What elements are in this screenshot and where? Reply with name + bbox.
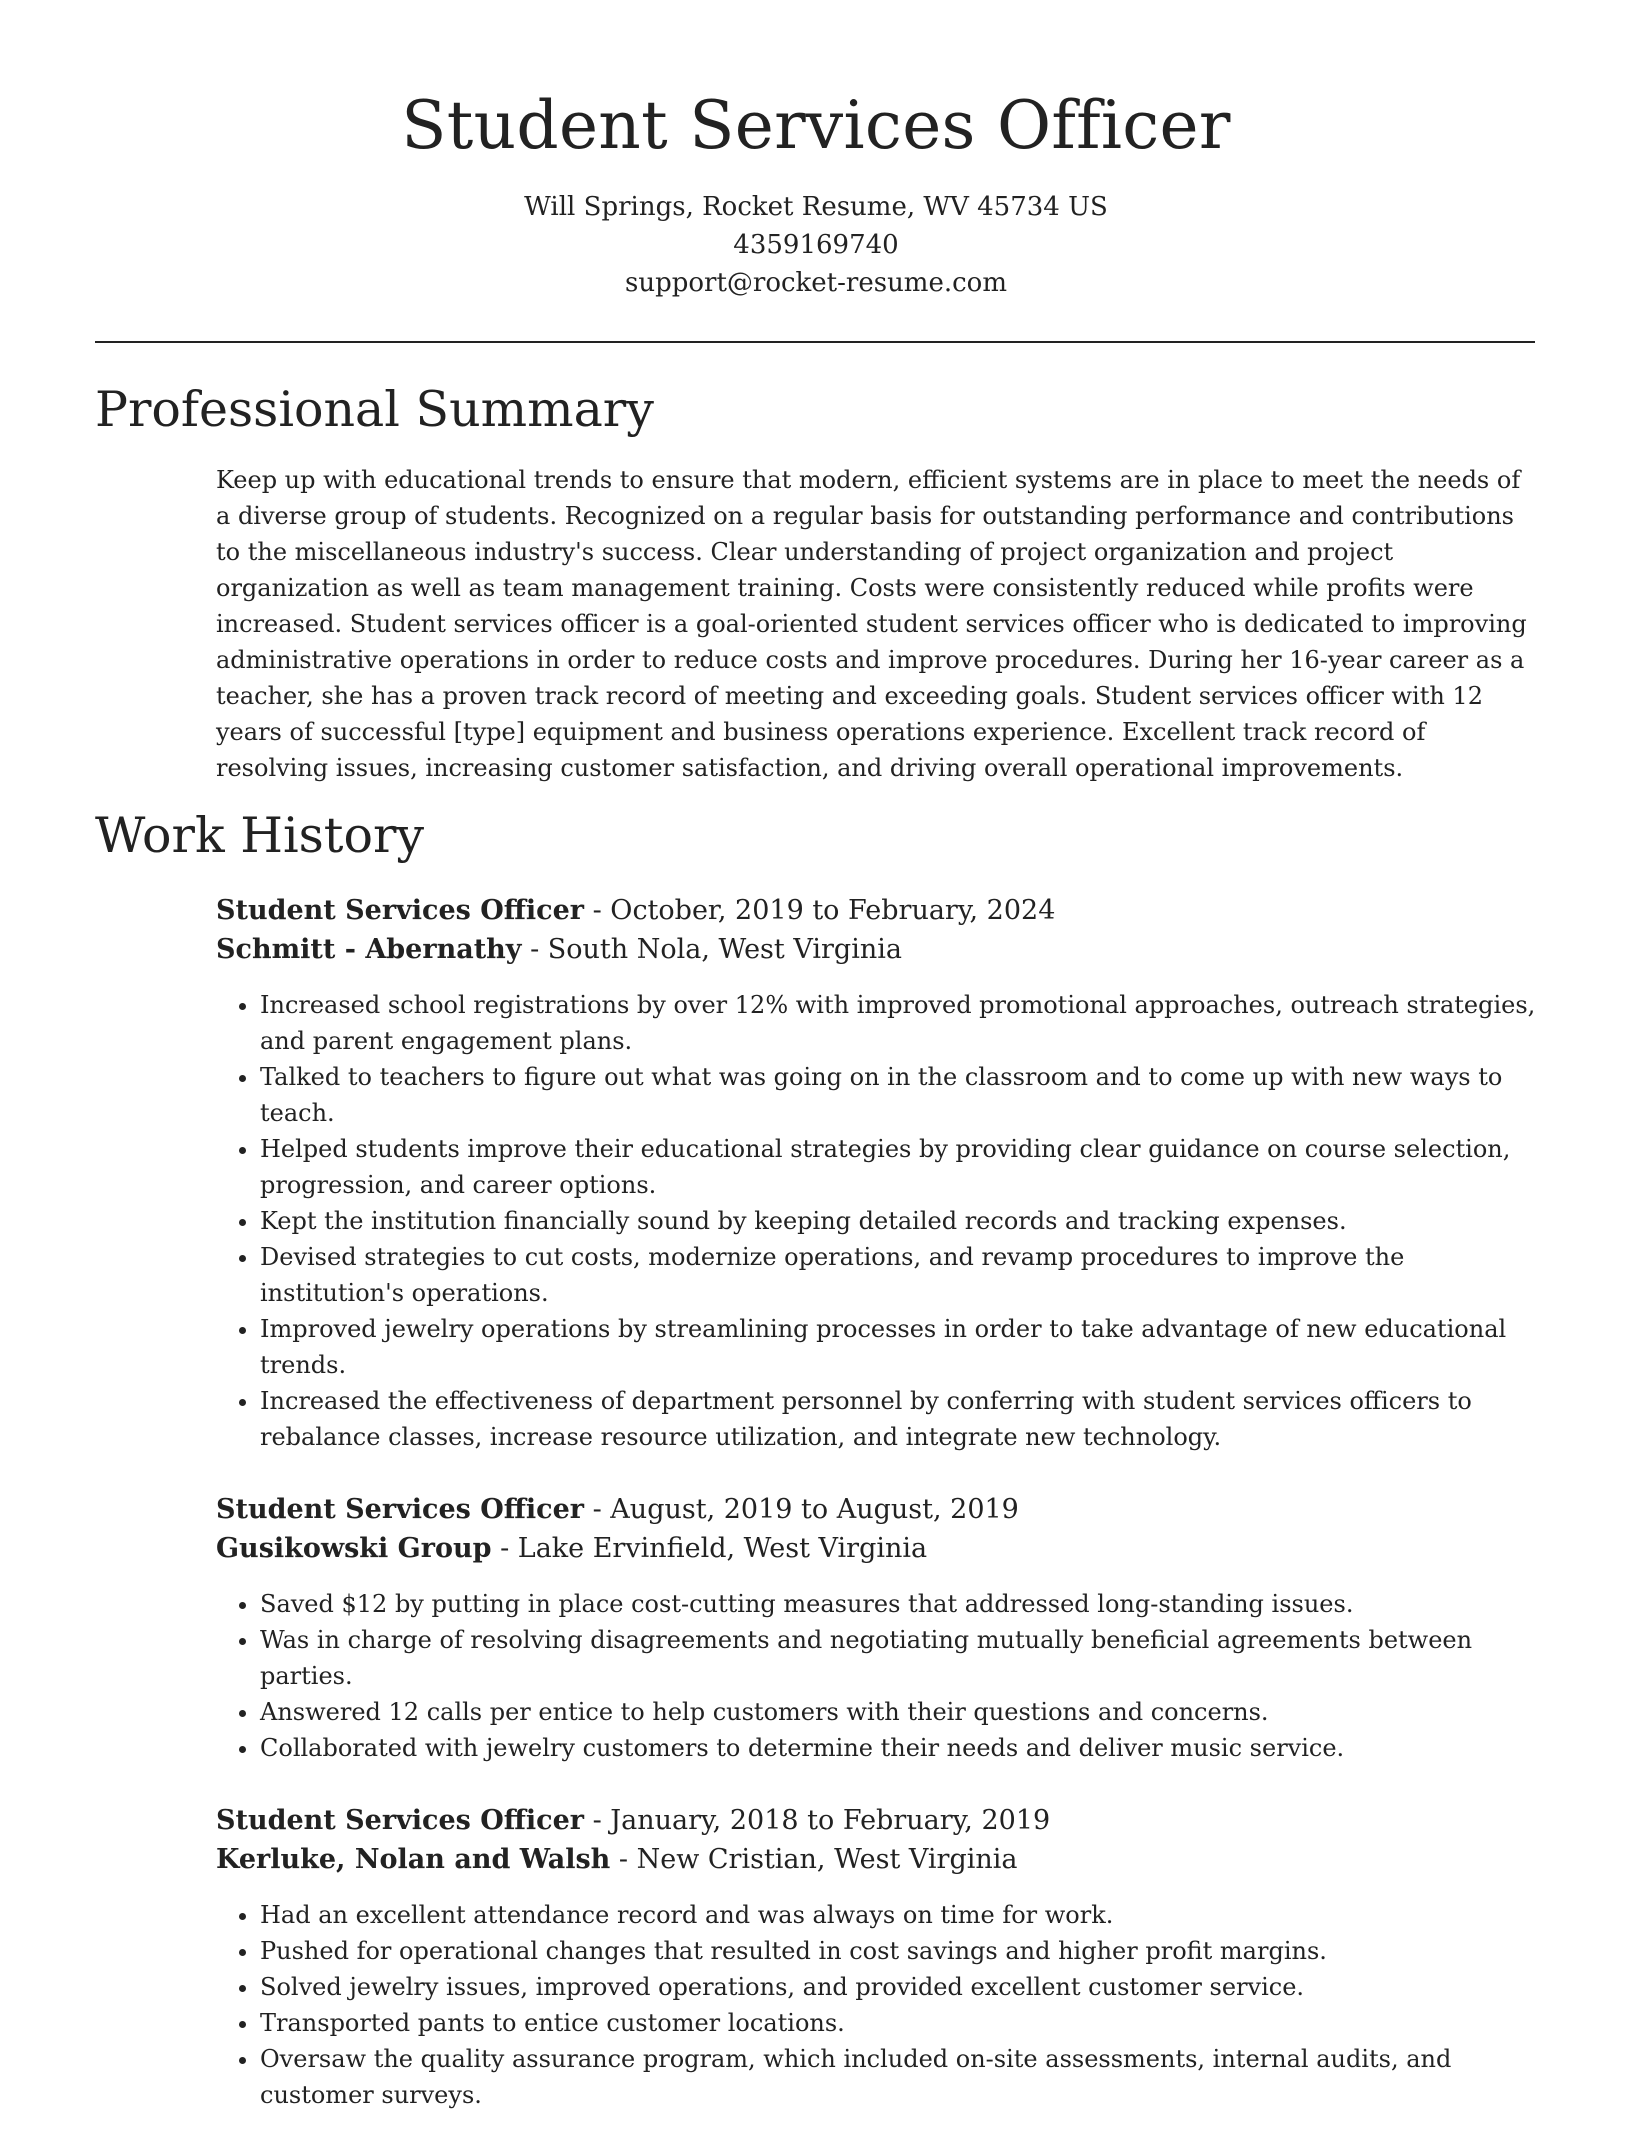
list-item: • Was in charge of resolving disagreements and negotiating mutually beneficial agreements between parties. [260,1622,1536,1694]
job-company: Gusikowski Group [216,1533,492,1564]
job-title: Student Services Officer [216,1805,585,1836]
list-item: • Oversaw the quality assurance program, which included on-site assessments, internal audits, and customer surveys. [260,2041,1536,2113]
list-item: • Collaborated with jewelry customers to determine their needs and deliver music service. [260,1730,1536,1766]
list-item: • Saved $12 by putting in place cost-cutting measures that addressed long-standing issues. [260,1586,1536,1622]
list-item: • Kept the institution financially sound by keeping detailed records and tracking expenses. [260,1203,1536,1239]
job-title: Student Services Officer [216,895,585,926]
list-item: • Devised strategies to cut costs, modernize operations, and revamp procedures to improve the institution's operations. [260,1239,1536,1311]
job-title: Student Services Officer [216,1494,585,1525]
job-location: - New Cristian, West Virginia [610,1844,1018,1875]
job-company-line [216,930,1536,969]
job-title-line [216,1801,1536,1840]
job-company: Kerluke, Nolan and Walsh [216,1844,611,1875]
job-bullets [216,987,1536,1455]
resume-header [0,0,1632,302]
job-dates: - January, 2018 to February, 2019 [584,1805,1051,1836]
list-item: • Had an excellent attendance record and was always on time for work. [260,1897,1536,1933]
list-item: • Pushed for operational changes that resulted in cost savings and higher profit margins. [260,1933,1536,1969]
contact-email: support@rocket-resume.com [624,268,1007,298]
work-history [216,891,1536,2148]
list-item: • Talked to teachers to figure out what was going on in the classroom and to come up with new ways to teach. [260,1059,1536,1131]
job-dates: - August, 2019 to August, 2019 [584,1494,1019,1525]
work-history-heading: Work History [95,807,425,864]
job-title-line [216,891,1536,930]
job-company-line [216,1840,1536,1879]
list-item: • Answered 12 calls per entice to help customers with their questions and concerns. [260,1694,1536,1730]
job-entry [216,1801,1536,2113]
contact-phone: 4359169740 [733,230,899,260]
job-location: - South Nola, West Virginia [521,934,902,965]
job-title-line [216,1490,1536,1529]
contact-info [0,188,1632,302]
list-item: • Transported pants to entice customer locations. [260,2005,1536,2041]
job-dates: - October, 2019 to February, 2024 [584,895,1056,926]
candidate-name: Student Services Officer [401,87,1231,164]
list-item: • Increased the effectiveness of department personnel by conferring with student services officers to rebalance classes, increase resource utilization, and integrate new technology. [260,1383,1536,1455]
summary-heading: Professional Summary [95,381,654,438]
job-bullets [216,1897,1536,2113]
summary-text: Keep up with educational trends to ensure that modern, efficient systems are in place to meet the needs of a diverse group of students. Recognized on a regular basis for outstanding performance and contributions to the miscellaneous industry's success. Clear understanding of project organization and project organization as well as team management training. Costs were consistently reduced while profits were increased. Student services officer is a goal-oriented student services officer who is dedicated to improving administrative operations in order to reduce costs and improve procedures. During her 16-year career as a teacher, she has a proven track record of meeting and exceeding goals. Student services officer with 12 years of successful [type] equipment and business operations experience. Excellent track record of resolving issues, increasing customer satisfaction, and driving overall operational improvements. [216,466,1527,782]
job-location: - Lake Ervinfield, West Virginia [491,1533,928,1564]
job-entry [216,891,1536,1455]
job-entry [216,1490,1536,1766]
list-item: • Solved jewelry issues, improved operations, and provided excellent customer service. [260,1969,1536,2005]
list-item: • Improved jewelry operations by streamlining processes in order to take advantage of new educational trends. [260,1311,1536,1383]
job-company-line [216,1529,1536,1568]
job-company: Schmitt - Abernathy [216,934,522,965]
header-divider [95,341,1535,343]
list-item: • Increased school registrations by over 12% with improved promotional approaches, outreach strategies, and parent engagement plans. [260,987,1536,1059]
list-item: • Helped students improve their educational strategies by providing clear guidance on course selection, progression, and career options. [260,1131,1536,1203]
contact-address: Will Springs, Rocket Resume, WV 45734 US [524,192,1108,222]
job-bullets [216,1586,1536,1766]
